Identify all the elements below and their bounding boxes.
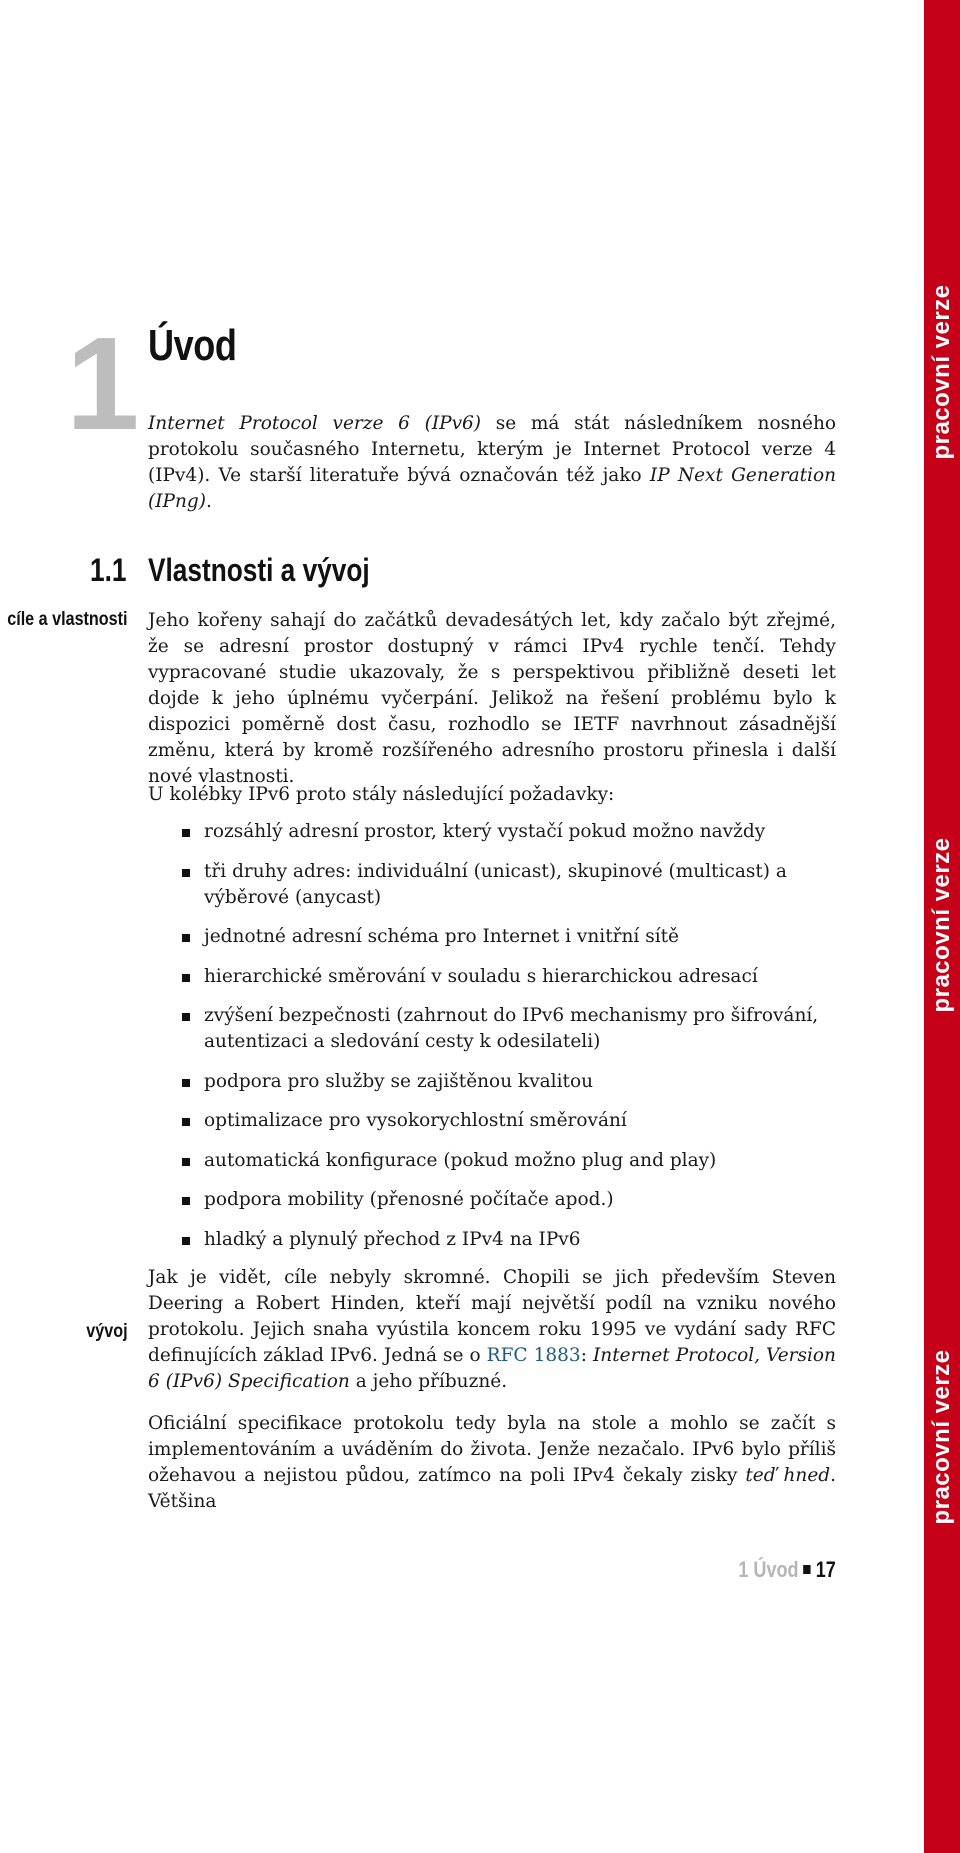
bullet-icon: [182, 829, 190, 837]
paragraph-text: Jeho kořeny sahají do začátků devadesátých let, kdy začalo být zřejmé, že se adresní prostor dostupný v rámci IPv4 rychle tenčí. Tehdy vypracované studie ukazovaly, že s perspektivou přibližně deseti let dojde k jeho úplnému vyčerpání. Jelikož na řešení problému bylo k dispozici poměrně dost času, rozhodlo se IETF navrhnout zásadnější změnu, která by kromě rozšířeného adresního prostoru přinesla i další nové vlastnosti.: [148, 610, 836, 787]
list-item: [182, 924, 837, 950]
list-item-text: podpora mobility (přenosné počítače apod.): [204, 1189, 614, 1210]
list-item: [182, 1108, 837, 1134]
bullet-icon: [182, 974, 190, 982]
watermark-label: pracovní verze: [928, 837, 955, 1013]
bullet-icon: [182, 1197, 190, 1205]
emphasis: teď hned: [745, 1465, 831, 1486]
paragraph-text: a jeho příbuzné.: [349, 1371, 508, 1392]
sidebar-band: [924, 0, 960, 1853]
list-item-text: zvýšení bezpečnosti (zahrnout do IPv6 mechanismy pro šifrování, autentizaci a sledování cesty k odesilateli): [204, 1005, 819, 1052]
list-item-text: hladký a plynulý přechod z IPv4 na IPv6: [204, 1228, 581, 1250]
margin-note-history: vývoj: [86, 1321, 128, 1342]
bullet-icon: [182, 934, 190, 942]
paragraph-text: :: [580, 1345, 593, 1366]
list-item-text: hierarchické směrování v souladu s hierarchickou adresací: [204, 965, 758, 987]
list-item: [182, 819, 837, 845]
paragraph: [148, 608, 836, 790]
bullet-icon: [182, 1158, 190, 1166]
list-item-text: tři druhy adres: individuální (unicast), skupinové (multicast) a výběrové (anycast): [204, 860, 787, 908]
margin-note-goals: cíle a vlastnosti: [7, 609, 128, 630]
paragraph-text: U kolébky IPv6 proto stály následující požadavky:: [148, 784, 615, 805]
bullet-icon: [182, 869, 190, 877]
requirements-list: [182, 819, 837, 1266]
bullet-icon: [182, 1013, 190, 1021]
list-item: [182, 859, 837, 911]
list-item-text: automatická konfigurace (pokud možno plug and play): [204, 1149, 717, 1171]
intro-text: se má stát následníkem nosného protokolu současného Internetu, kterým je Internet Protocol verze 4 (IPv4). Ve starší literatuře bývá označován též jako: [148, 413, 837, 486]
chapter-number: 1: [66, 310, 140, 457]
paragraph-text: Oficiální specifikace protokolu tedy byla na stole a mohlo se začít s implementováním a uváděním do života. Jenže nezačalo. IPv6 bylo příliš ožehavou a nejistou půdou, zatímco na poli IPv4 čekaly zisky: [148, 1413, 836, 1486]
paragraph: [148, 1411, 836, 1515]
intro-term: Internet Protocol verze 6 (IPv6): [148, 413, 482, 434]
intro-term-ipng: IP Next Generation (IPng): [148, 465, 837, 512]
list-item-text: jednotné adresní schéma pro Internet i vnitřní sítě: [204, 926, 679, 947]
page-footer: [739, 1557, 836, 1583]
intro-text-end: .: [205, 491, 212, 512]
list-item-text: podpora pro služby se zajištěnou kvalitou: [204, 1070, 593, 1092]
list-item: [182, 964, 837, 990]
bullet-icon: [182, 1118, 190, 1126]
bullet-icon: [182, 1237, 190, 1245]
paragraph: [148, 782, 836, 808]
list-item: [182, 1148, 837, 1174]
rfc-title: Internet Protocol, Version 6 (IPv6) Specification: [148, 1345, 836, 1392]
chapter-title: Úvod: [148, 321, 237, 370]
bullet-icon: [182, 1079, 190, 1087]
list-item: [182, 1227, 837, 1253]
paragraph-text: Jak je vidět, cíle nebyly skromné. Chopili se jich především Steven Deering a Robert Hinden, kteří mají největší podíl na vzniku nového protokolu. Jejich snaha vyústila koncem roku 1995 ve vydání sady RFC definujících základ IPv6. Jedná se o: [148, 1267, 836, 1366]
page-number: 17: [815, 1557, 836, 1582]
intro-paragraph: [148, 411, 836, 515]
list-item-text: rozsáhlý adresní prostor, který vystačí pokud možno navždy: [204, 821, 766, 842]
watermark-label: pracovní verze: [928, 1349, 955, 1525]
list-item-text: optimalizace pro vysokorychlostní směrování: [204, 1110, 627, 1131]
section-title: Vlastnosti a vývoj: [148, 552, 370, 588]
paragraph: [148, 1265, 836, 1395]
rfc-link[interactable]: RFC 1883: [486, 1345, 581, 1366]
watermark-label: pracovní verze: [928, 284, 955, 460]
paragraph-text: . Většina: [148, 1465, 836, 1512]
list-item: [182, 1069, 837, 1095]
section-number: 1.1: [90, 552, 127, 588]
square-icon: [804, 1565, 811, 1574]
footer-chapter: 1 Úvod: [738, 1557, 799, 1582]
list-item: [182, 1187, 837, 1213]
list-item: [182, 1003, 837, 1055]
